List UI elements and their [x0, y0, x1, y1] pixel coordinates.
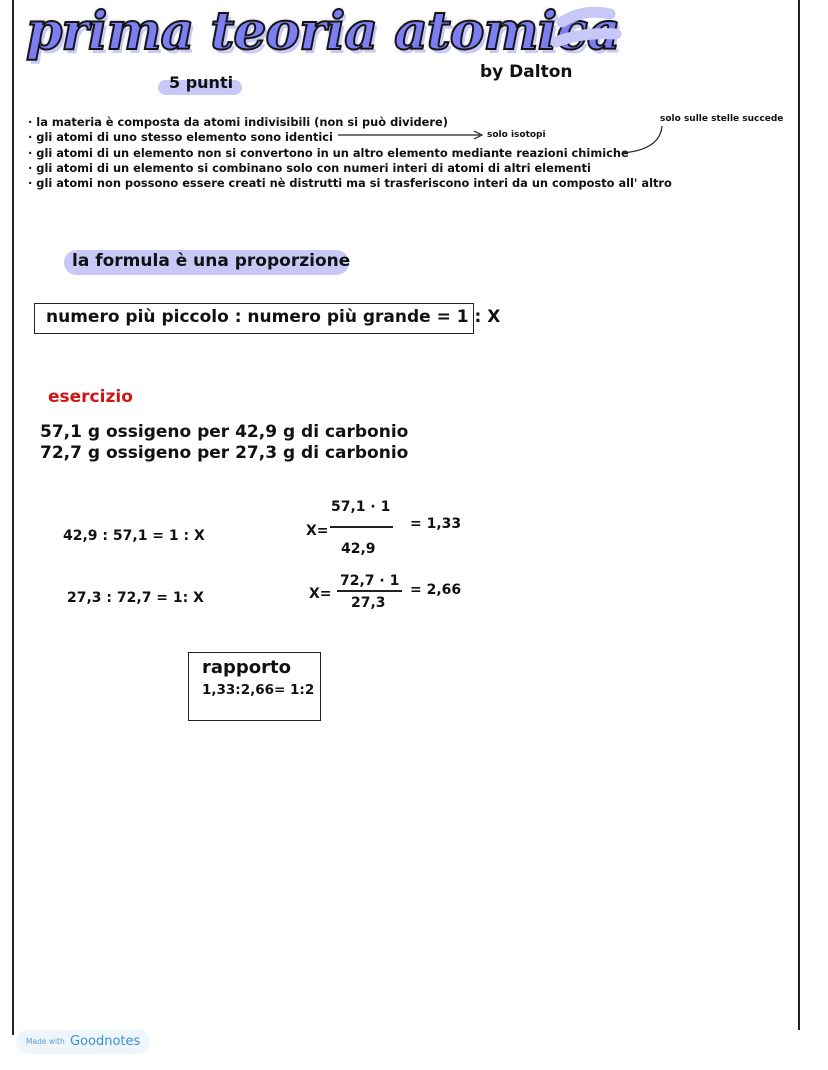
postulate-item: · gli atomi non possono essere creati nè distrutti ma si trasferiscono interi da un composto all' altro	[28, 176, 672, 191]
exercise-data-line: 72,7 g ossigeno per 27,3 g di carbonio	[40, 443, 409, 463]
annotation-curve-line	[620, 122, 670, 158]
proportion-text: numero più piccolo : numero più grande = 1 : X	[46, 307, 501, 327]
postulate-item: · gli atomi di uno stesso elemento sono identici	[28, 130, 333, 145]
fraction-2-result: = 2,66	[410, 582, 462, 598]
arrow-right-icon	[330, 128, 490, 142]
fraction-2-bar	[337, 590, 402, 592]
page-left-margin-line	[12, 0, 14, 1035]
exercise-data	[40, 422, 408, 464]
isotopi-note: solo isotopi	[487, 130, 546, 140]
x-label-1: X=	[306, 523, 329, 539]
fraction-1-result: = 1,33	[410, 516, 462, 532]
proportion-1: 42,9 : 57,1 = 1 : X	[63, 528, 205, 544]
page-right-margin-line	[798, 0, 800, 1030]
formula-heading: la formula è una proporzione	[72, 251, 351, 271]
fraction-2-denominator: 27,3	[351, 595, 386, 611]
subtitle: 5 punti	[169, 73, 234, 92]
brush-stroke-decoration	[548, 6, 628, 52]
fraction-1-denominator: 42,9	[341, 541, 376, 557]
stelle-note: solo sulle stelle succede	[660, 114, 784, 124]
postulate-item: · gli atomi di un elemento si combinano solo con numeri interi di atomi di altri elementi	[28, 160, 591, 175]
proportion-2: 27,3 : 72,7 = 1: X	[67, 590, 204, 606]
ratio-title: rapporto	[202, 657, 292, 678]
badge-made-with: Made with	[26, 1037, 65, 1046]
page-title: prima teoria atomica	[26, 1, 620, 62]
ratio-value: 1,33:2,66= 1:2	[202, 682, 315, 698]
postulate-item: · gli atomi di un elemento non si convertono in un altro elemento mediante reazioni chimiche	[28, 145, 629, 160]
exercise-label: esercizio	[48, 387, 133, 407]
postulate-item: · la materia è composta da atomi indivisibili (non si può dividere)	[28, 115, 448, 129]
x-label-2: X=	[309, 586, 332, 602]
fraction-1-bar	[330, 526, 393, 528]
author-byline: by Dalton	[480, 62, 573, 82]
badge-brand: Goodnotes	[70, 1034, 141, 1049]
fraction-1-numerator: 57,1 · 1	[331, 499, 391, 515]
fraction-2-numerator: 72,7 · 1	[340, 573, 400, 589]
postulate-list	[28, 115, 672, 191]
exercise-data-line: 57,1 g ossigeno per 42,9 g di carbonio	[40, 422, 409, 442]
